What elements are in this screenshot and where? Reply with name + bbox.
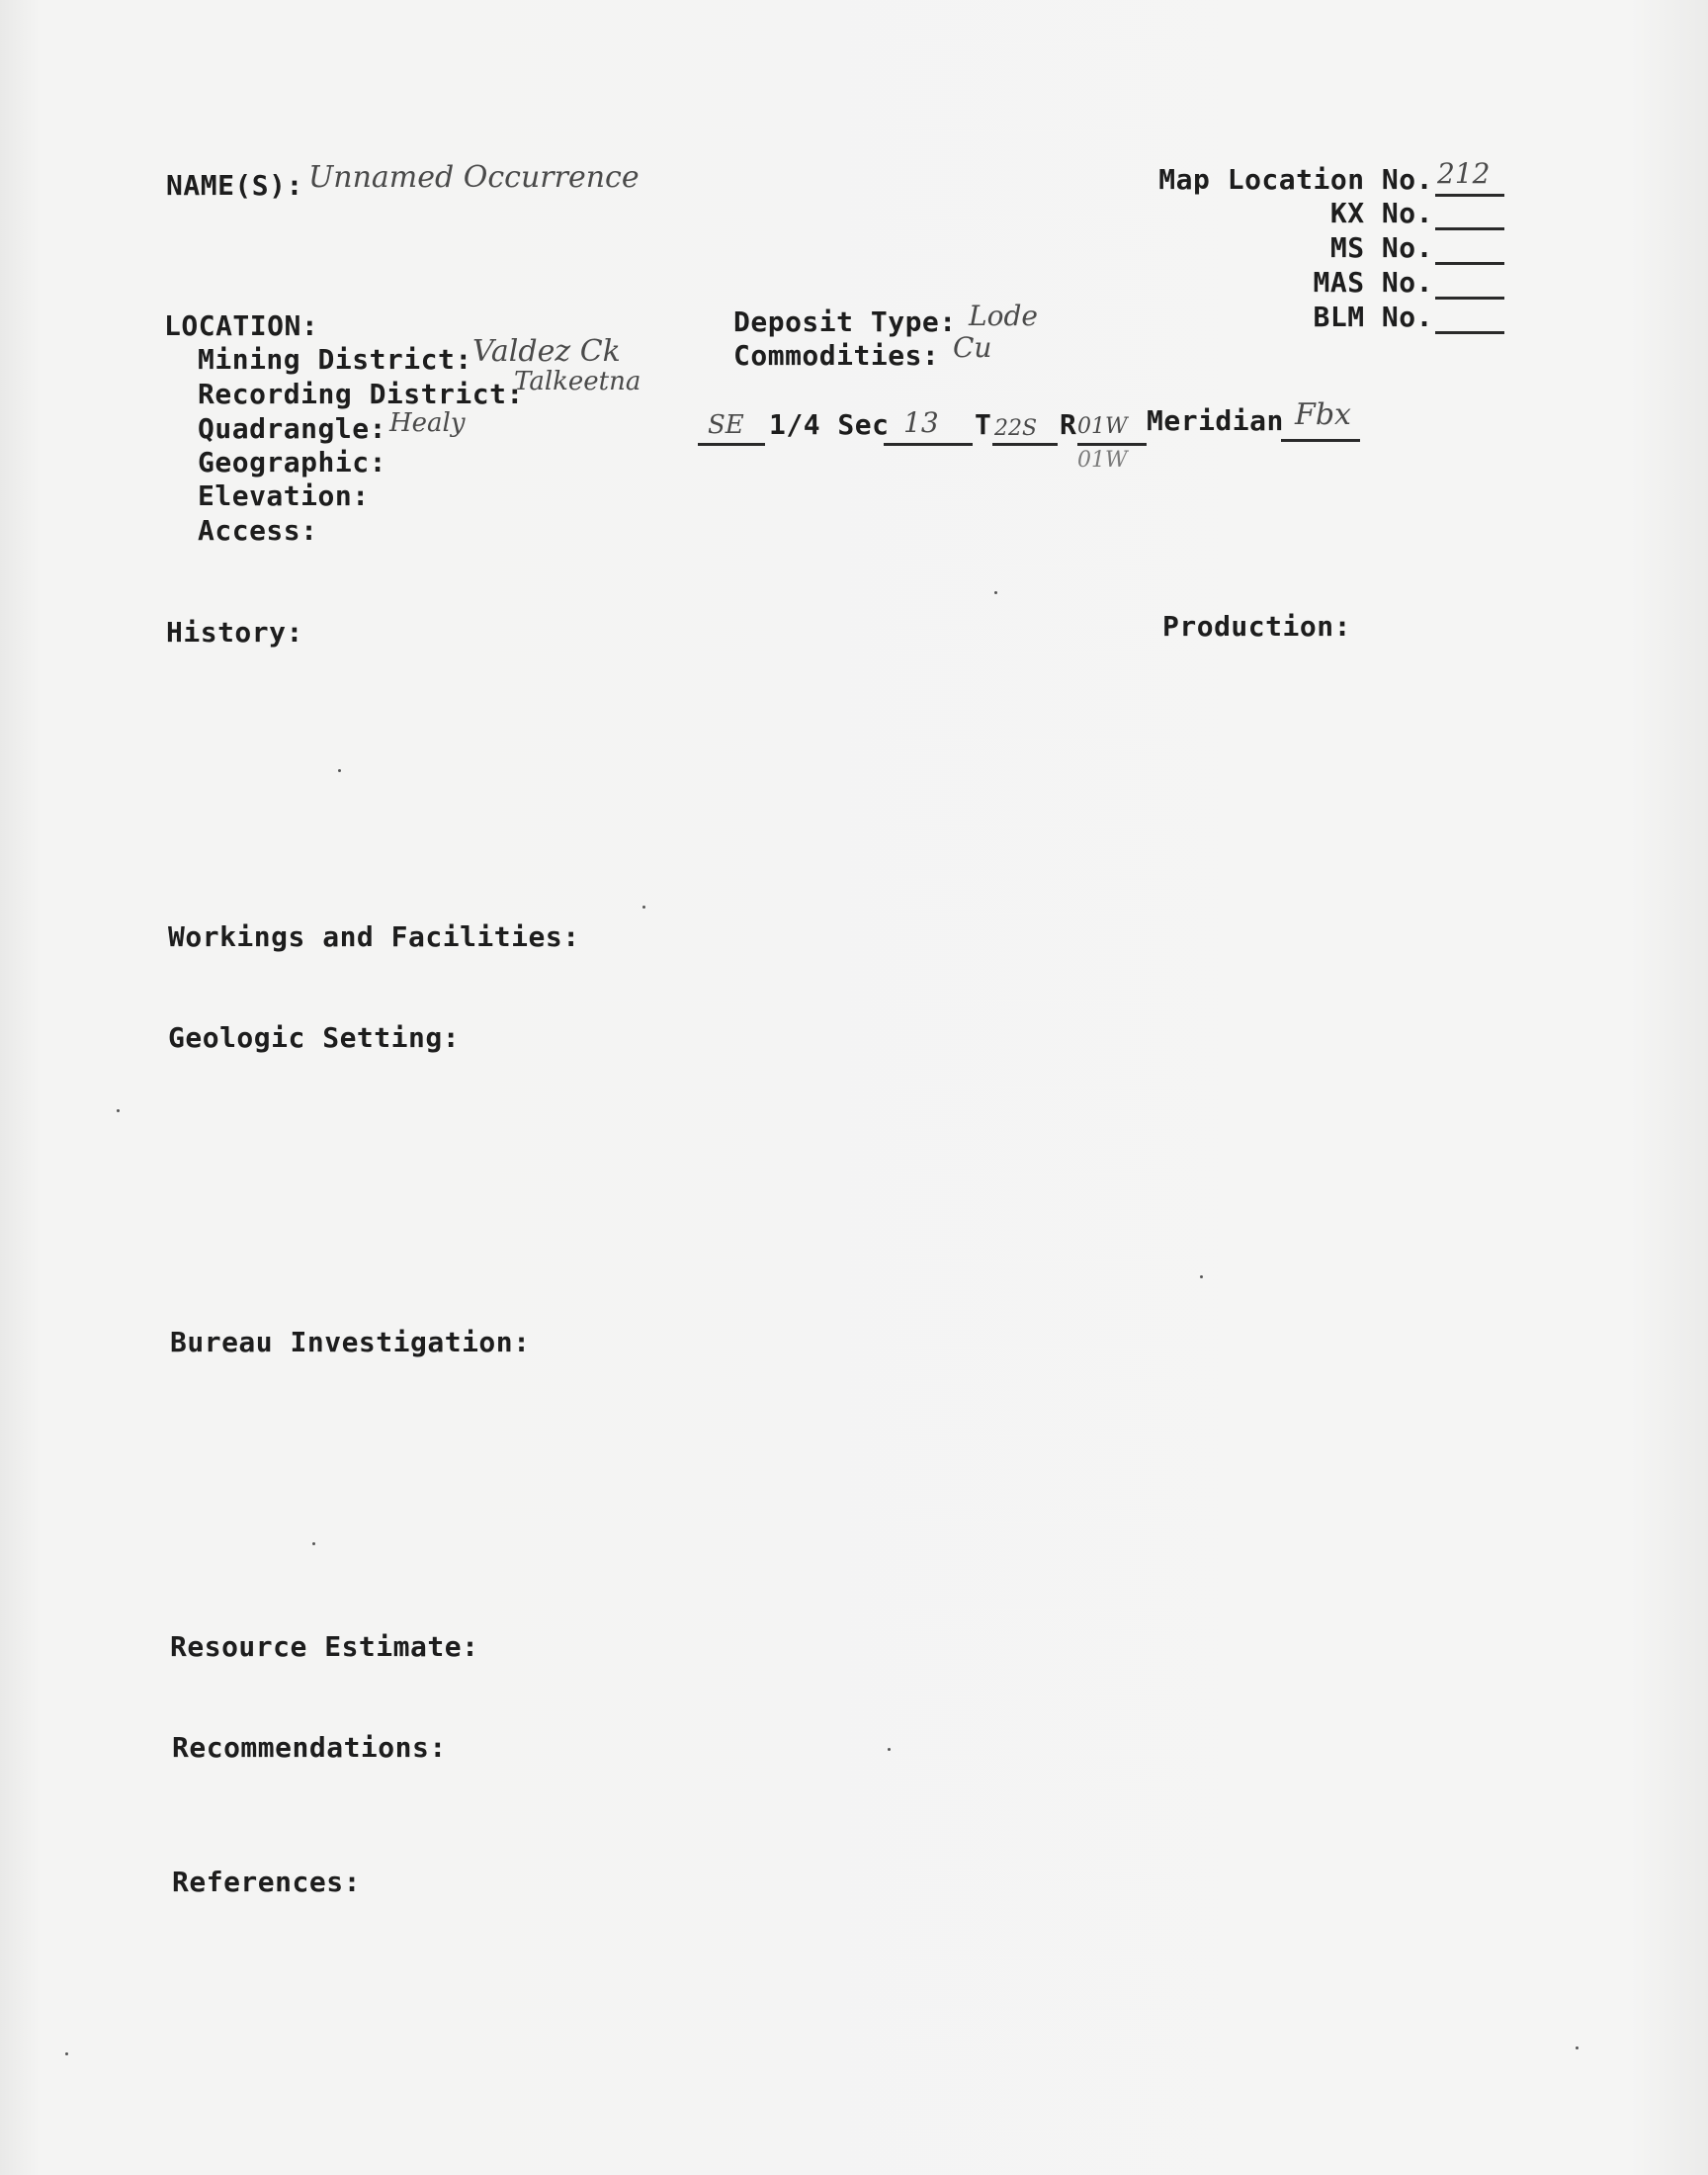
- scan-speck: [642, 906, 645, 909]
- quarter-line: [698, 443, 765, 446]
- kx-label: KX No.: [1329, 197, 1433, 229]
- history-label: History:: [166, 616, 303, 649]
- scan-speck: [65, 2052, 68, 2055]
- range-label: R: [1060, 408, 1077, 441]
- section-value: 13: [903, 406, 939, 439]
- resource-estimate-label: Resource Estimate:: [170, 1630, 479, 1663]
- deposit-type-label: Deposit Type:: [733, 305, 957, 338]
- mas-label: MAS No.: [1313, 266, 1433, 299]
- meridian-value: Fbx: [1295, 397, 1351, 432]
- mining-district-label: Mining District:: [198, 343, 472, 376]
- location-heading: LOCATION:: [164, 309, 319, 342]
- ms-line: [1435, 262, 1504, 265]
- map-location-value: 212: [1437, 157, 1491, 190]
- scan-speck: [338, 769, 341, 772]
- range-value: 01W: [1077, 414, 1128, 439]
- quadrangle-value: Healy: [389, 408, 466, 438]
- mas-line: [1435, 297, 1504, 300]
- ms-label: MS No.: [1329, 231, 1433, 264]
- geologic-setting-label: Geologic Setting:: [168, 1021, 461, 1054]
- workings-label: Workings and Facilities:: [168, 920, 580, 953]
- names-label: NAME(S):: [166, 169, 303, 202]
- recommendations-label: Recommendations:: [172, 1731, 447, 1764]
- names-value: Unnamed Occurrence: [308, 160, 640, 195]
- township-value: 22S: [994, 416, 1038, 441]
- references-label: References:: [172, 1866, 361, 1898]
- township-label: T: [975, 408, 992, 441]
- section-line: [884, 443, 973, 446]
- blm-label: BLM No.: [1313, 301, 1433, 333]
- range-correction: 01W: [1077, 448, 1128, 473]
- deposit-type-value: Lode: [969, 300, 1038, 332]
- meridian-line: [1281, 439, 1360, 442]
- quadrangle-label: Quadrangle:: [198, 412, 386, 445]
- quarter-label: 1/4 Sec: [769, 408, 890, 441]
- access-label: Access:: [198, 514, 318, 547]
- kx-line: [1435, 227, 1504, 230]
- scan-speck: [312, 1542, 315, 1545]
- production-label: Production:: [1162, 610, 1351, 643]
- commodities-value: Cu: [953, 331, 992, 364]
- township-line: [992, 443, 1058, 446]
- mining-district-value: Valdez Ck: [472, 334, 621, 369]
- commodities-label: Commodities:: [733, 339, 940, 372]
- scan-speck: [1200, 1275, 1203, 1278]
- blm-line: [1435, 331, 1504, 334]
- elevation-label: Elevation:: [198, 479, 370, 512]
- recording-district-value: Talkeetna: [514, 367, 641, 396]
- quarter-value: SE: [708, 410, 744, 440]
- meridian-label: Meridian: [1147, 404, 1284, 437]
- scan-speck: [888, 1748, 891, 1751]
- scan-speck: [1576, 2046, 1579, 2049]
- map-location-line: [1435, 194, 1504, 197]
- geographic-label: Geographic:: [198, 446, 386, 478]
- bureau-investigation-label: Bureau Investigation:: [170, 1326, 531, 1358]
- scan-speck: [117, 1109, 120, 1112]
- map-location-label: Map Location No.: [1158, 163, 1433, 196]
- recording-district-label: Recording District:: [198, 378, 524, 410]
- scan-speck: [994, 591, 997, 594]
